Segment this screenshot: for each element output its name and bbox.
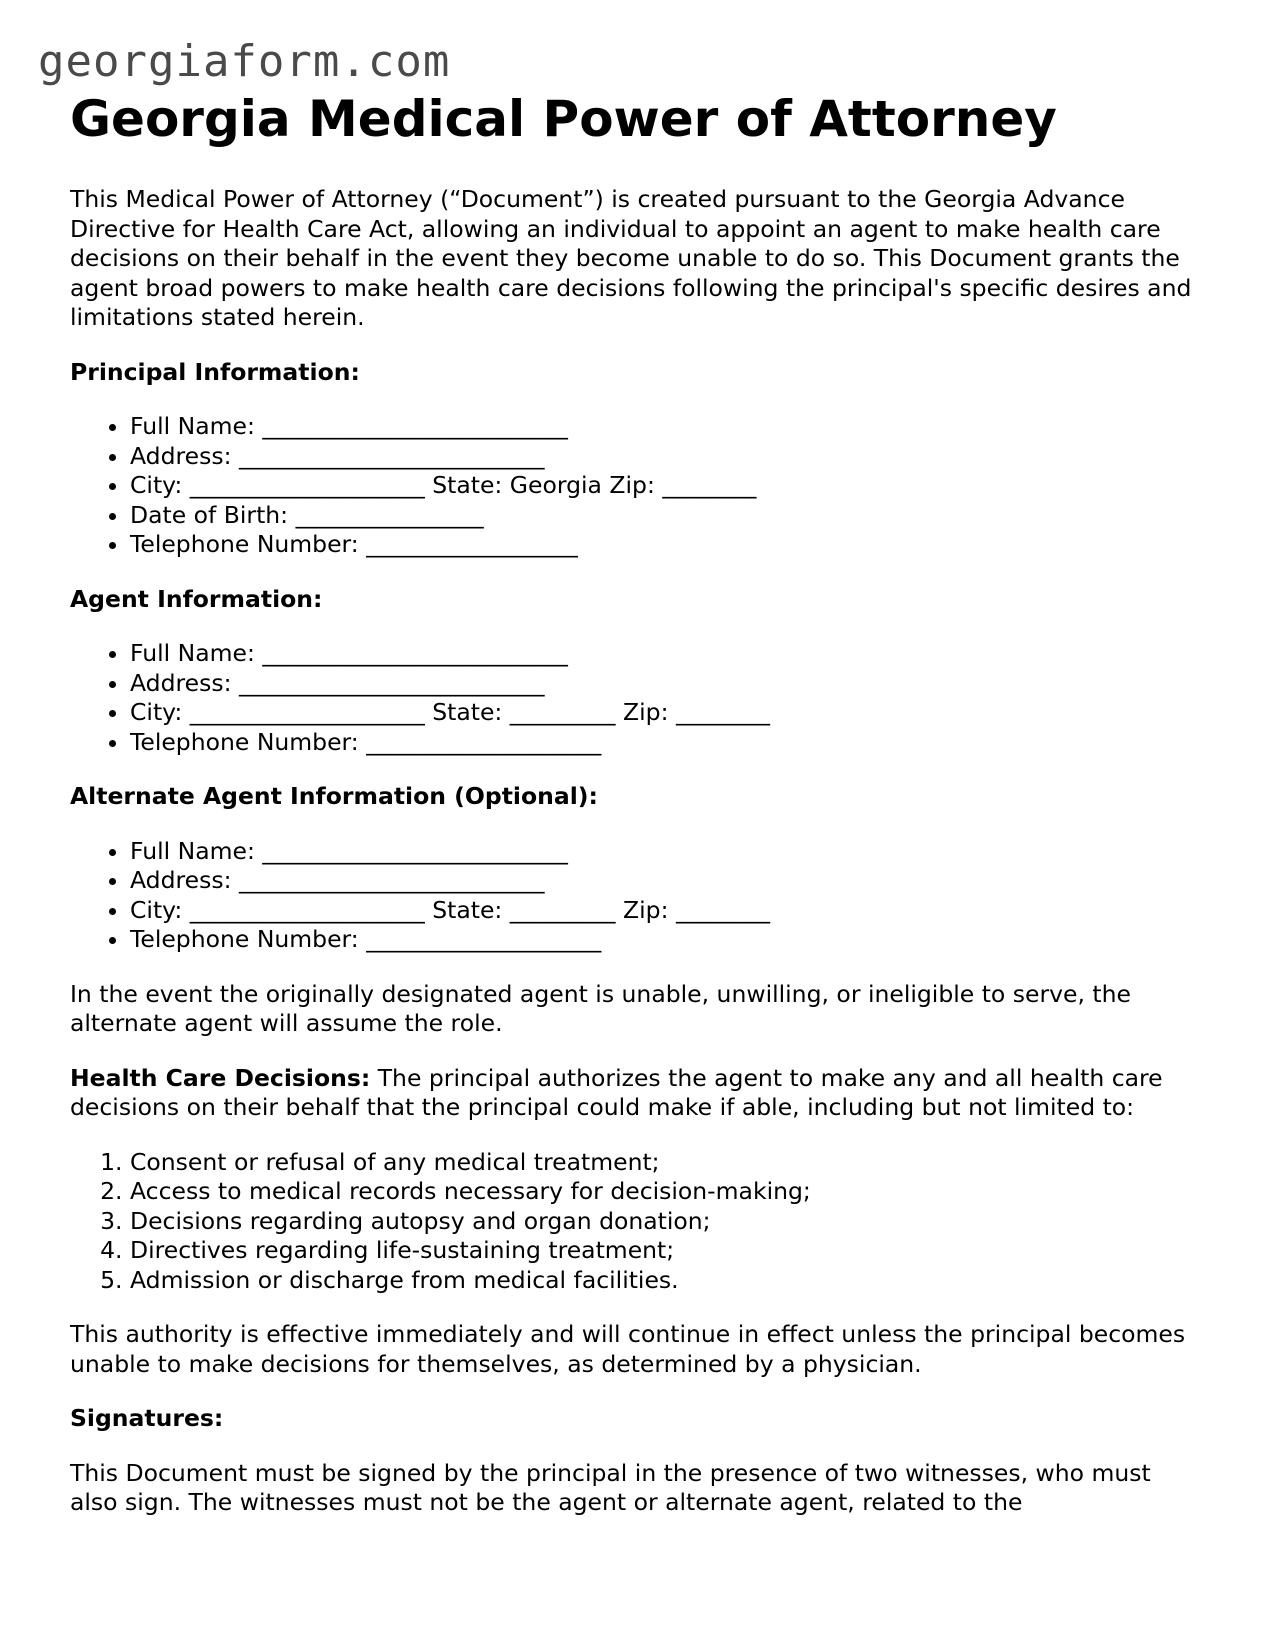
principal-address-field: • Address: __________________________ (130, 442, 1200, 472)
authority-paragraph: This authority is effective immediately and will continue in effect unless the principal becomes unable to make decisions for themselves, as determined by a physician. (70, 1320, 1186, 1378)
decision-item: 2. Access to medical records necessary for decision-making; (130, 1177, 1200, 1207)
watermark: georgiaform.com (38, 36, 451, 87)
alternate-address-field: • Address: __________________________ (130, 866, 1200, 896)
agent-list (70, 639, 1200, 757)
agent-full-name-field: • Full Name: __________________________ (130, 639, 1200, 669)
alternate-full-name-field: • Full Name: __________________________ (130, 837, 1200, 867)
document-title: Georgia Medical Power of Attorney (70, 90, 1057, 148)
principal-heading: Principal Information: (70, 357, 360, 386)
alternate-telephone-field: • Telephone Number: ____________________ (130, 925, 1200, 955)
principal-dob-field: • Date of Birth: ________________ (130, 501, 1200, 531)
agent-heading: Agent Information: (70, 584, 323, 613)
health-care-decisions-list (70, 1148, 1200, 1296)
principal-city-state-zip-field: • City: ____________________ State: Georgia Zip: ________ (130, 471, 1200, 501)
decision-item: 1. Consent or refusal of any medical treatment; (130, 1148, 1200, 1178)
agent-city-state-zip-field: • City: ____________________ State: _________ Zip: ________ (130, 698, 1200, 728)
alternate-agent-note: In the event the originally designated agent is unable, unwilling, or ineligible to serve, the alternate agent will assume the role. (70, 979, 1131, 1037)
health-care-decisions-heading: Health Care Decisions: (70, 1063, 371, 1092)
principal-telephone-field: • Telephone Number: __________________ (130, 530, 1200, 560)
decision-item: 3. Decisions regarding autopsy and organ donation; (130, 1207, 1200, 1237)
decision-item: 4. Directives regarding life-sustaining treatment; (130, 1236, 1200, 1266)
alternate-city-state-zip-field: • City: ____________________ State: _________ Zip: ________ (130, 896, 1200, 926)
principal-list (70, 412, 1200, 560)
alternate-agent-list (70, 837, 1200, 955)
document-page (70, 92, 1200, 1518)
intro-paragraph: This Medical Power of Attorney (“Document”) is created pursuant to the Georgia Advance Directive for Health Care Act, allowing an individual to appoint an agent to make health care decisions on their behalf in the event they become unable to do so. This Document grants the agent broad powers to make health care decisions following the principal's specific desires and limitations stated herein. (70, 185, 1192, 331)
agent-telephone-field: • Telephone Number: ____________________ (130, 728, 1200, 758)
health-care-decisions-text: The principal authorizes the agent to make any and all health care decisions on their behalf that the principal could make if able, including but not limited to: (70, 1063, 1163, 1121)
health-care-decisions-paragraph (70, 1064, 1200, 1123)
decision-item: 5. Admission or discharge from medical facilities. (130, 1266, 1200, 1296)
alternate-agent-heading: Alternate Agent Information (Optional): (70, 782, 598, 810)
principal-full-name-field: • Full Name: __________________________ (130, 412, 1200, 442)
agent-address-field: • Address: __________________________ (130, 669, 1200, 699)
signatures-heading: Signatures: (70, 1404, 224, 1432)
signatures-paragraph: This Document must be signed by the principal in the presence of two witnesses, who must also sign. The witnesses must not be the agent or alternate agent, related to the (70, 1458, 1151, 1516)
